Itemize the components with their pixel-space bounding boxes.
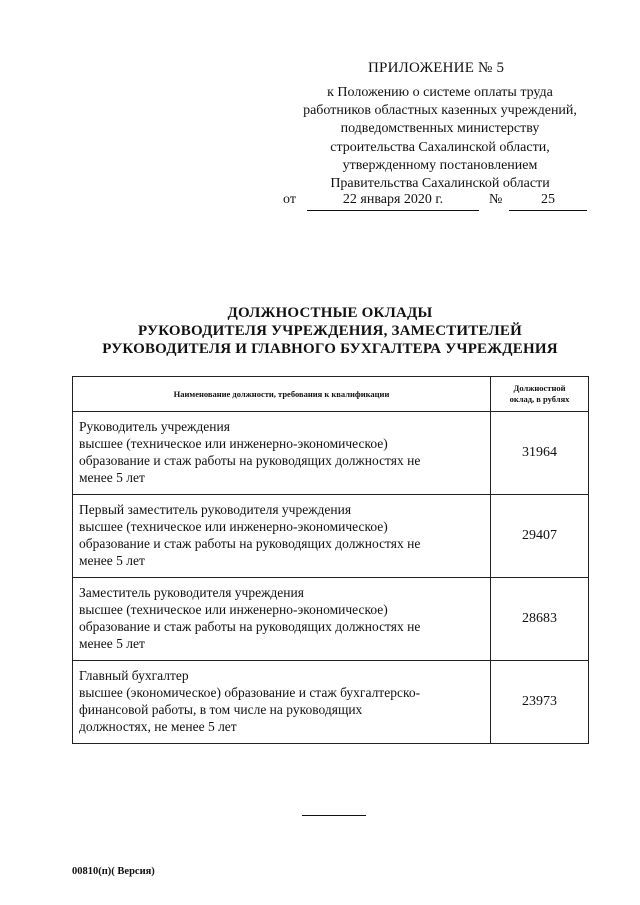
qualification-line: образование и стаж работы на руководящих должностях не xyxy=(79,619,421,634)
qualification-line: высшее (техническое или инженерно-экономическое) xyxy=(79,519,388,535)
qualification-line: образование и стаж работы на руководящих должностях не xyxy=(79,453,421,468)
table-row xyxy=(73,661,589,744)
resolution-number: 25 xyxy=(509,192,587,211)
position-title: Первый заместитель руководителя учреждения xyxy=(79,502,352,518)
position-title: Главный бухгалтер xyxy=(79,668,189,684)
qualification-line: высшее (техническое или инженерно-экономическое) xyxy=(79,602,388,618)
date-prefix: от xyxy=(283,192,296,207)
table-header-row xyxy=(73,377,589,412)
appendix-line: строительства Сахалинской области, xyxy=(330,139,550,155)
salary-cell: 29407 xyxy=(491,495,589,578)
salary-table xyxy=(72,376,589,744)
qualification-line: высшее (техническое или инженерно-экономическое) xyxy=(79,436,388,452)
column-header-position: Наименование должности, требования к квалификации xyxy=(73,377,491,412)
appendix-line: работников областных казенных учреждений, xyxy=(303,103,577,119)
end-divider xyxy=(302,815,366,816)
salary-cell: 23973 xyxy=(491,661,589,744)
number-prefix: № xyxy=(489,192,503,207)
salary-cell: 31964 xyxy=(491,412,589,495)
heading-line: ДОЛЖНОСТНЫЕ ОКЛАДЫ xyxy=(227,305,433,321)
position-cell xyxy=(73,661,491,744)
salary-cell: 28683 xyxy=(491,578,589,661)
column-header-salary-line: оклад, в рублях xyxy=(509,394,570,404)
appendix-line: Правительства Сахалинской области xyxy=(330,176,550,192)
position-title: Заместитель руководителя учреждения xyxy=(79,585,304,601)
column-header-salary xyxy=(491,377,589,412)
qualification-line: менее 5 лет xyxy=(79,552,145,568)
table-row xyxy=(73,495,589,578)
document-heading xyxy=(40,304,620,358)
heading-line: РУКОВОДИТЕЛЯ И ГЛАВНОГО БУХГАЛТЕРА УЧРЕЖДЕНИЯ xyxy=(102,341,558,357)
qualification-line: должностях, не менее 5 лет xyxy=(79,718,237,734)
position-title: Руководитель учреждения xyxy=(79,419,230,435)
appendix-line: подведомственных министерству xyxy=(340,121,540,137)
heading-line: РУКОВОДИТЕЛЯ УЧРЕЖДЕНИЯ, ЗАМЕСТИТЕЛЕЙ xyxy=(138,323,522,339)
table-row xyxy=(73,578,589,661)
position-cell xyxy=(73,495,491,578)
qualification-line: менее 5 лет xyxy=(79,635,145,651)
appendix-title: ПРИЛОЖЕНИЕ № 5 xyxy=(368,60,505,76)
resolution-date: 22 января 2020 г. xyxy=(307,192,479,211)
qualification-line: высшее (экономическое) образование и стаж бухгалтерско- xyxy=(79,685,421,701)
qualification-line: финансовой работы, в том числе на руководящих xyxy=(79,702,363,717)
table-row xyxy=(73,412,589,495)
qualification-line: образование и стаж работы на руководящих должностях не xyxy=(79,536,421,551)
position-cell xyxy=(73,578,491,661)
position-cell xyxy=(73,412,491,495)
document-code: 00810(п)( Версия) xyxy=(72,866,155,877)
column-header-salary-line: Должностной xyxy=(513,383,566,393)
appendix-reference xyxy=(250,84,630,193)
appendix-line: к Положению о системе оплаты труда xyxy=(327,85,553,100)
qualification-line: менее 5 лет xyxy=(79,469,145,485)
appendix-line: утвержденному постановлением xyxy=(342,157,538,173)
